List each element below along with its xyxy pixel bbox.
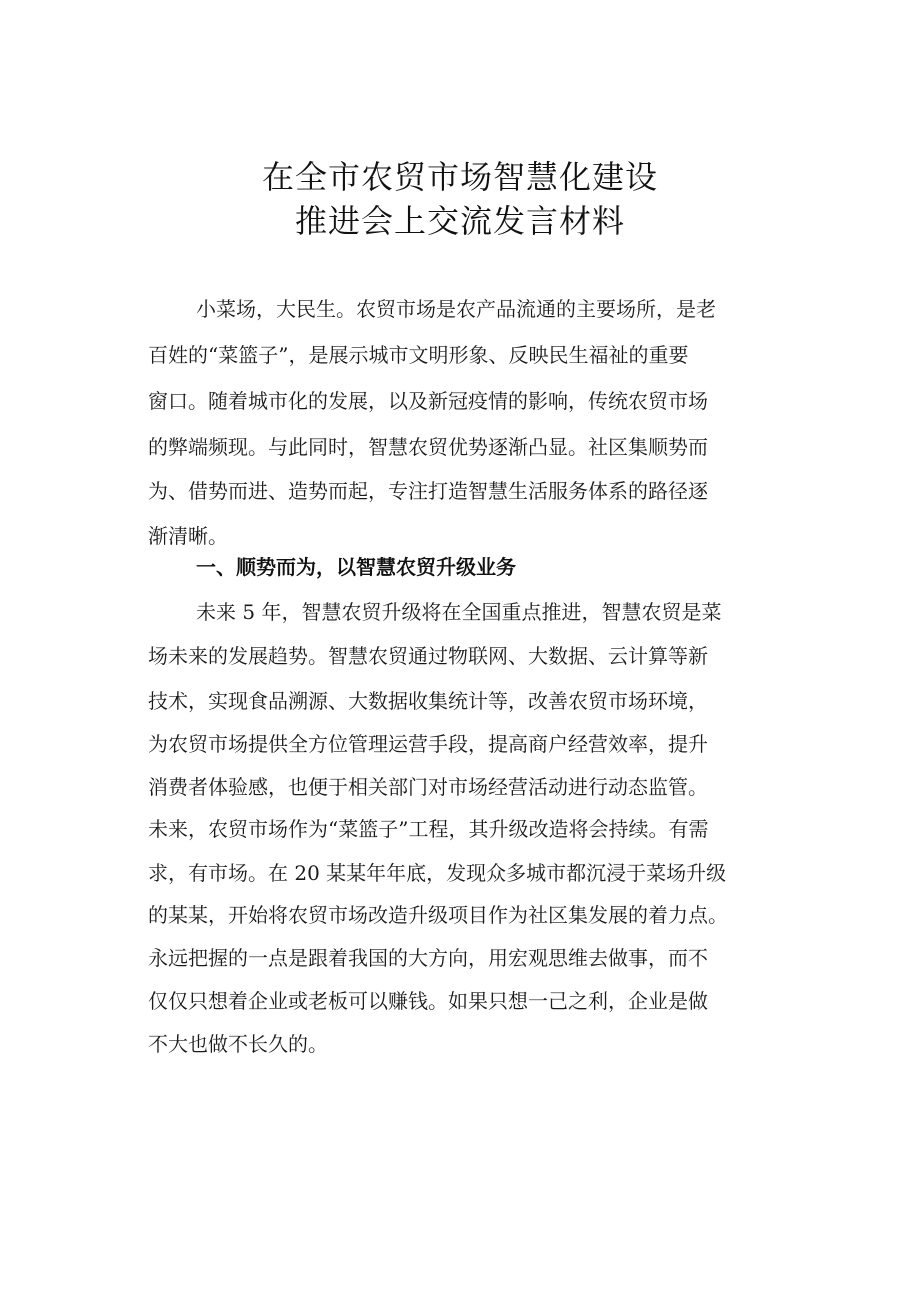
paragraph-1-line: 百姓的“菜篮子”，是展示城市文明形象、反映民生福祉的重要 (148, 343, 689, 367)
paragraph-2-line: 未来，农贸市场作为“菜篮子”工程，其升级改造将会持续。有需 (148, 817, 709, 841)
paragraph-2-line: 不大也做不长久的。 (148, 1032, 328, 1056)
paragraph-2-line: 求，有市场。在 20 某某年年底，发现众多城市都沉浸于菜场升级 (148, 861, 727, 885)
paragraph-1-line: 窗口。随着城市化的发展，以及新冠疫情的影响，传统农贸市场 (148, 389, 708, 413)
document-title-line-1: 在全市农贸市场智慧化建设 (261, 158, 658, 196)
paragraph-1-line: 渐清晰。 (148, 524, 228, 548)
paragraph-2-line: 仅仅只想着企业或老板可以赚钱。如果只想一己之利，企业是做 (148, 989, 708, 1013)
paragraph-2-line: 永远把握的一点是跟着我国的大方向，用宏观思维去做事，而不 (148, 946, 708, 970)
section-heading: 一、顺势而为，以智慧农贸升级业务 (196, 555, 516, 579)
paragraph-1-line: 为、借势而进、造势而起，专注打造智慧生活服务体系的路径逐 (148, 479, 708, 503)
paragraph-2-line: 消费者体验感，也便于相关部门对市场经营活动进行动态监管。 (148, 775, 708, 799)
paragraph-1-line: 小菜场，大民生。农贸市场是农产品流通的主要场所，是老 (196, 297, 716, 321)
document-title-line-2: 推进会上交流发言材料 (294, 202, 625, 240)
paragraph-2-line: 未来 5 年，智慧农贸升级将在全国重点推进，智慧农贸是菜 (196, 600, 722, 624)
paragraph-2-line: 场未来的发展趋势。智慧农贸通过物联网、大数据、云计算等新 (148, 644, 708, 668)
paragraph-2-line: 技术，实现食品溯源、大数据收集统计等，改善农贸市场环境， (148, 689, 708, 713)
paragraph-2-line: 的某某，开始将农贸市场改造升级项目作为社区集发展的着力点。 (148, 903, 728, 927)
paragraph-1-line: 的弊端频现。与此同时，智慧农贸优势逐渐凸显。社区集顺势而 (148, 435, 708, 459)
paragraph-2-line: 为农贸市场提供全方位管理运营手段，提高商户经营效率，提升 (148, 732, 708, 756)
